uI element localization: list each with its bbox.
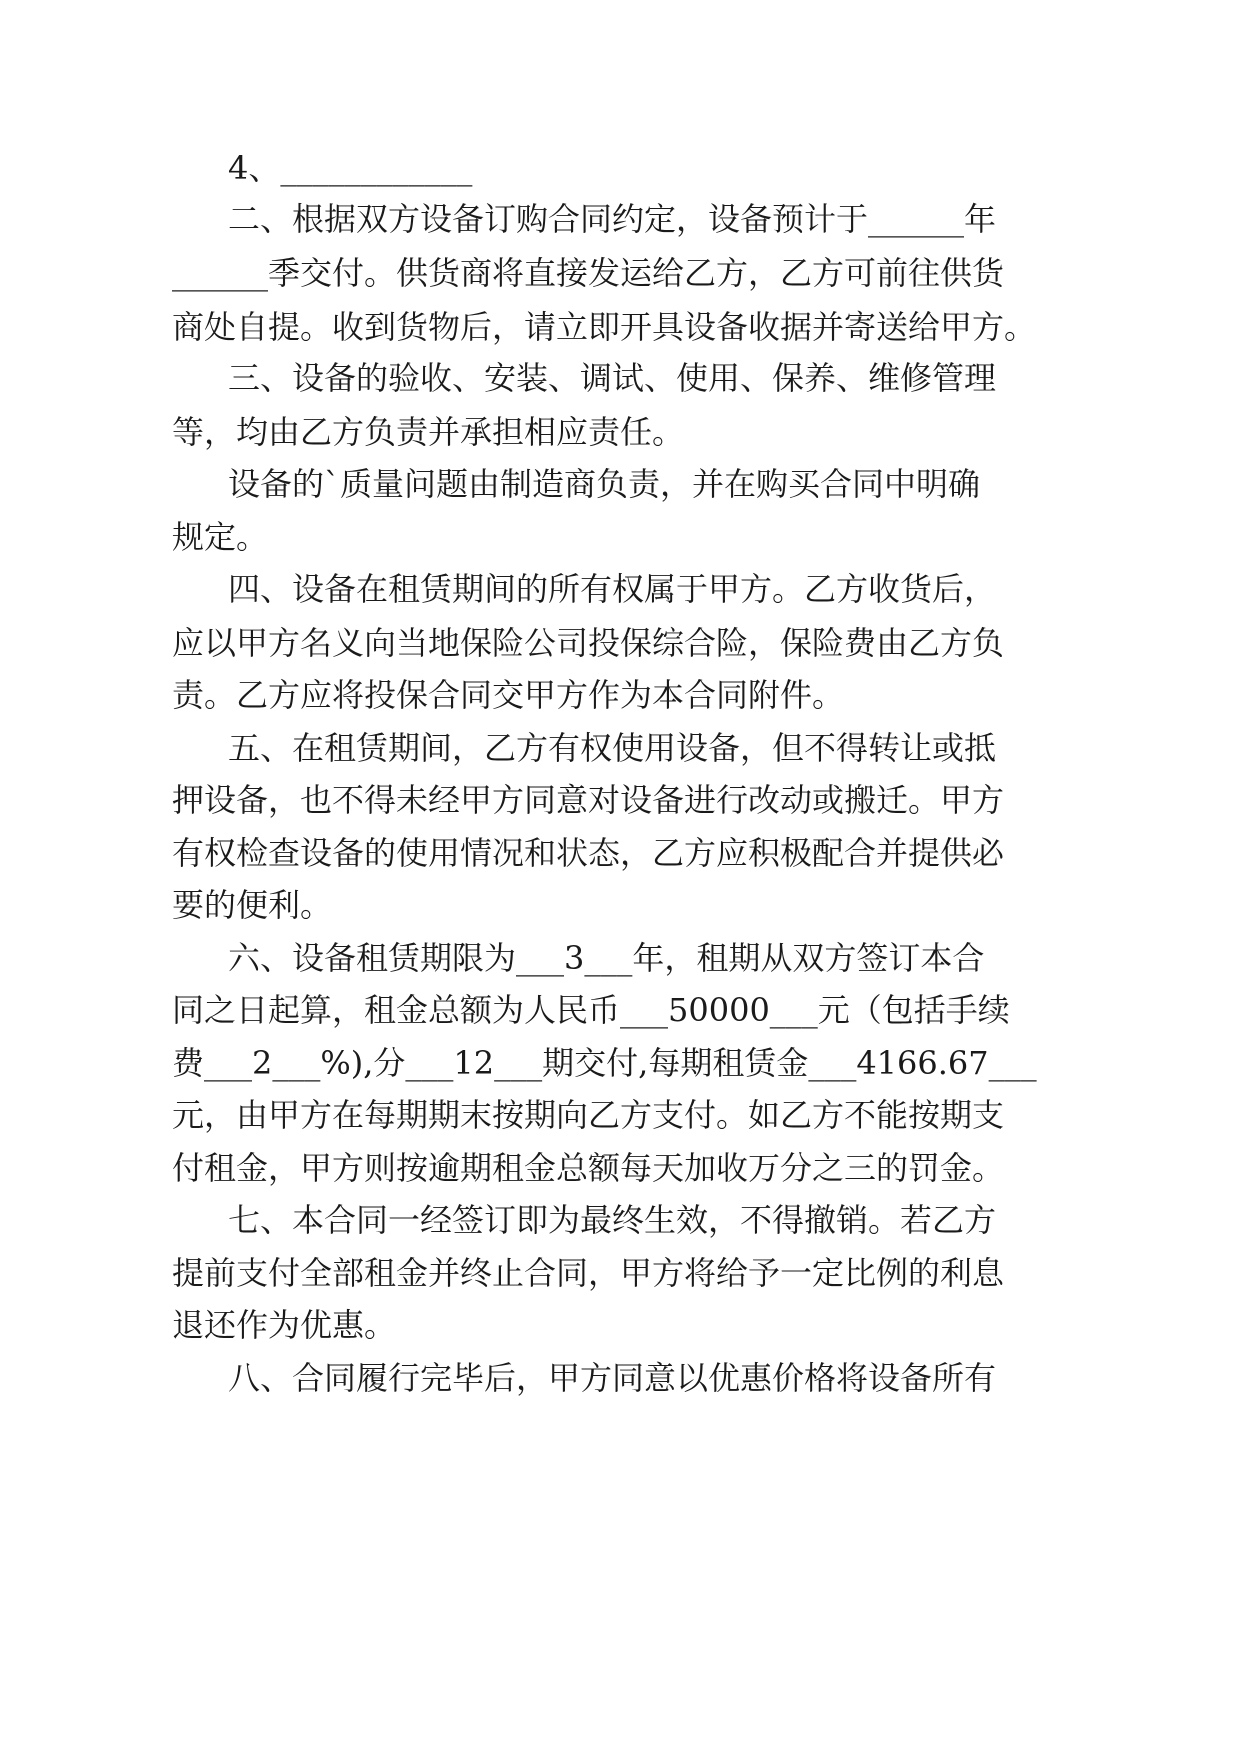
text-line: 押设备，也不得未经甲方同意对设备进行改动或搬迁。甲方 — [172, 781, 1005, 819]
text-line: 规定。 — [172, 518, 269, 556]
text-line: 付租金，甲方则按逾期租金总额每天加收万分之三的罚金。 — [172, 1149, 1005, 1187]
text-line: 二、根据双方设备订购合同约定，设备预计于______年 — [228, 200, 997, 238]
text-line: 六、设备租赁期限为___3___年，租期从双方签订本合 — [228, 939, 985, 977]
text-line: 等，均由乙方负责并承担相应责任。 — [172, 413, 685, 451]
text-line: 退还作为优惠。 — [172, 1306, 397, 1344]
text-line: 三、设备的验收、安装、调试、使用、保养、维修管理 — [228, 359, 997, 397]
text-line: 七、本合同一经签订即为最终生效，不得撤销。若乙方 — [228, 1201, 997, 1239]
text-line: 提前支付全部租金并终止合同，甲方将给予一定比例的利息 — [172, 1254, 1005, 1292]
text-line: ______季交付。供货商将直接发运给乙方，乙方可前往供货 — [172, 254, 1005, 292]
text-line: 有权检查设备的使用情况和状态，乙方应积极配合并提供必 — [172, 834, 1005, 872]
text-line: 4、____________ — [228, 149, 473, 187]
text-line: 要的便利。 — [172, 886, 333, 924]
text-line: 应以甲方名义向当地保险公司投保综合险，保险费由乙方负 — [172, 624, 1005, 662]
text-line: 元，由甲方在每期期末按期向乙方支付。如乙方不能按期支 — [172, 1096, 1005, 1134]
text-line: 设备的`质量问题由制造商负责，并在购买合同中明确 — [228, 465, 981, 503]
text-line: 商处自提。收到货物后，请立即开具设备收据并寄送给甲方。 — [172, 308, 1037, 346]
text-line: 四、设备在租赁期间的所有权属于甲方。乙方收货后， — [228, 570, 997, 608]
text-line: 八、合同履行完毕后，甲方同意以优惠价格将设备所有 — [228, 1359, 997, 1397]
text-line: 五、在租赁期间，乙方有权使用设备，但不得转让或抵 — [228, 729, 997, 767]
text-line: 费___2___%),分___12___期交付,每期租赁金___4166.67___ — [172, 1044, 1037, 1082]
text-line: 责。乙方应将投保合同交甲方作为本合同附件。 — [172, 676, 845, 714]
text-line: 同之日起算，租金总额为人民币___50000___元（包括手续 — [172, 991, 1010, 1029]
